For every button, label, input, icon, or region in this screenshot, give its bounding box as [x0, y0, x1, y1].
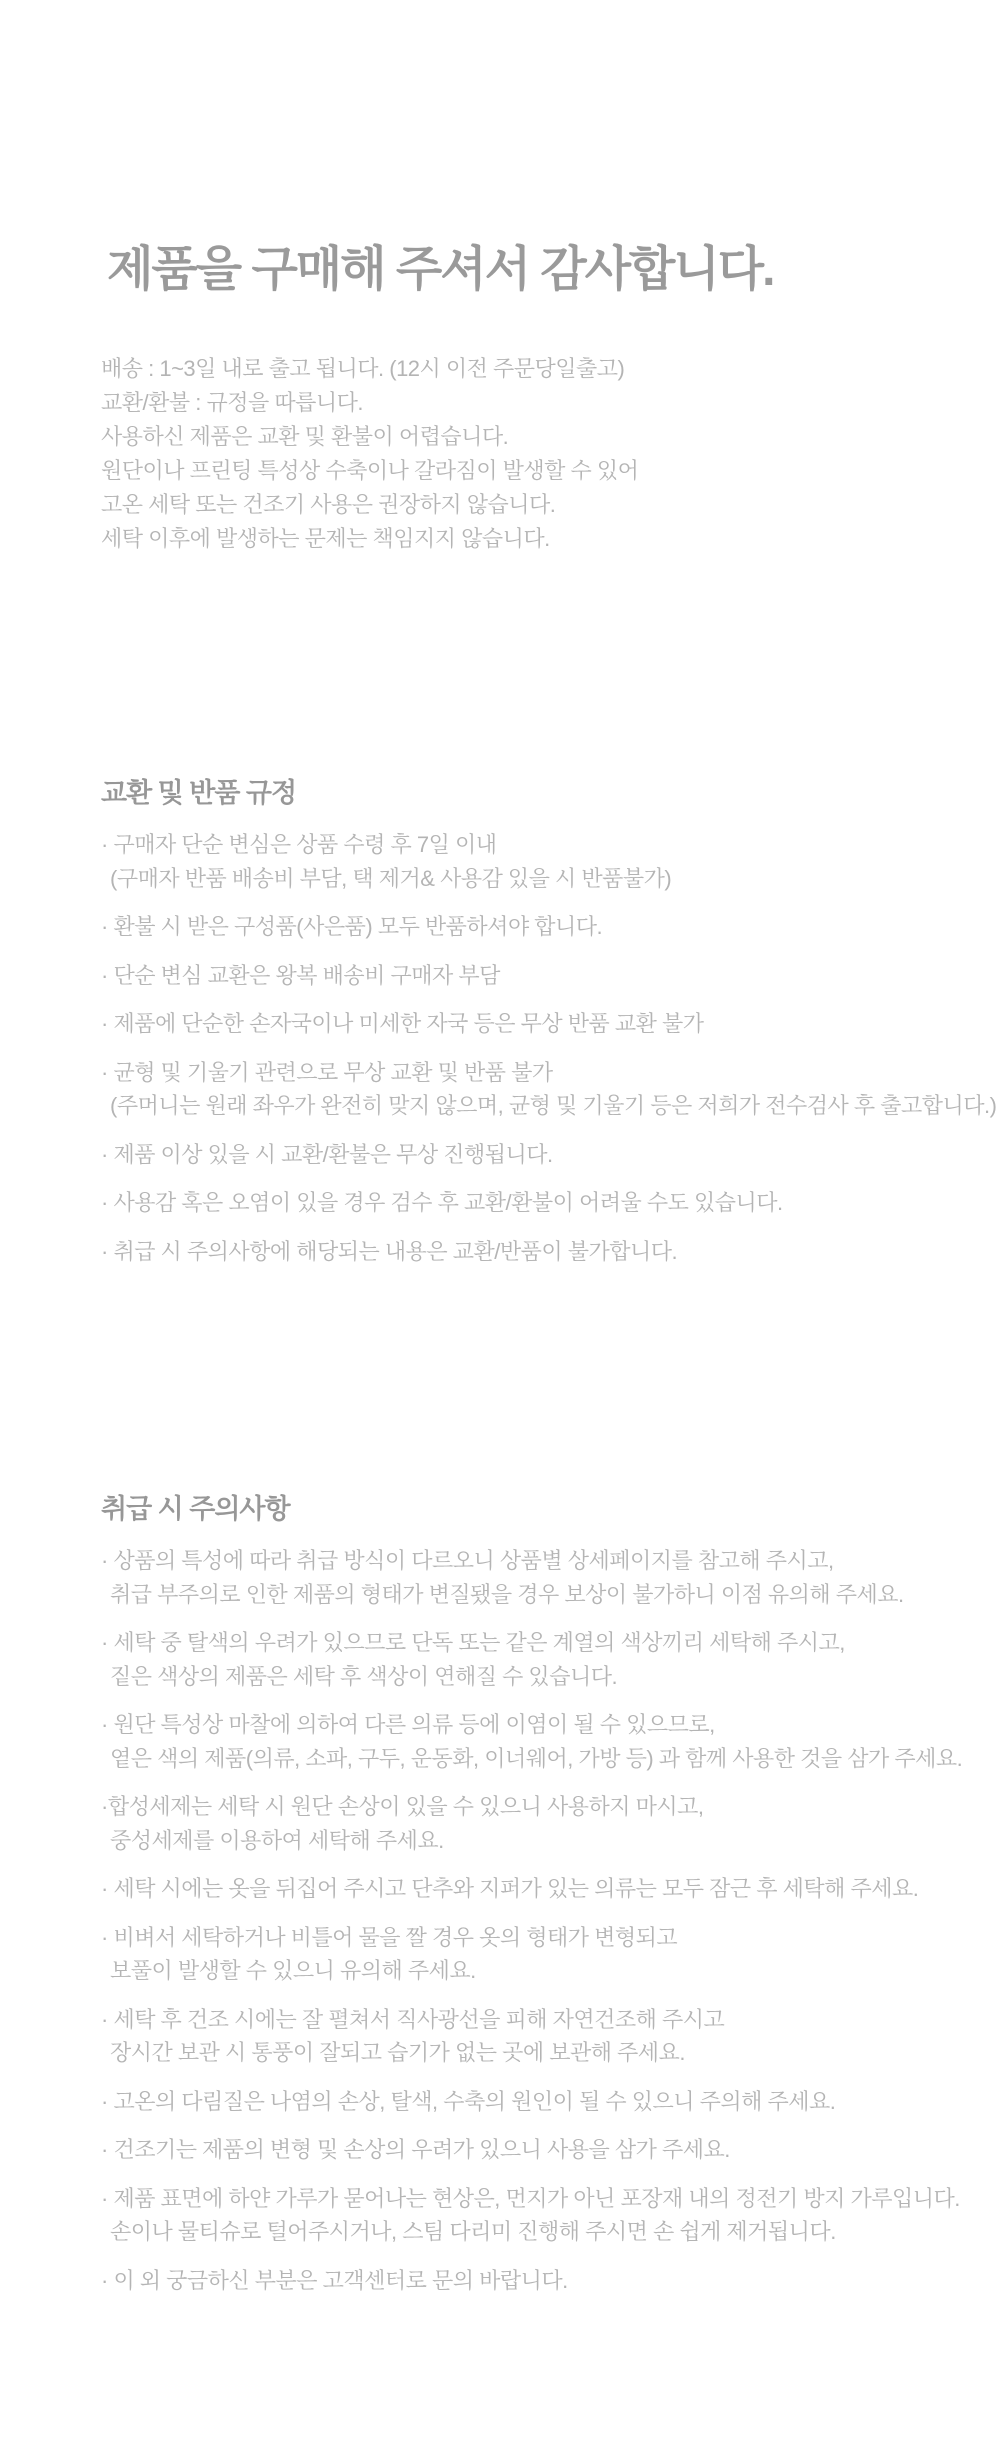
policy-line: (구매자 반품 배송비 부담, 택 제거& 사용감 있을 시 반품불가): [110, 865, 672, 891]
policy-item: [101, 1708, 963, 1775]
policy-line: · 구매자 단순 변심은 상품 수령 후 7일 이내: [101, 832, 497, 857]
intro-line: 배송 : 1~3일 내로 출고 됩니다. (12시 이전 주문당일출고): [101, 356, 625, 381]
policy-item: [101, 828, 960, 895]
policy-item: [101, 1007, 960, 1041]
policy-item: [101, 1790, 960, 1857]
policy-item: [101, 1235, 960, 1269]
policy-line: 짙은 색상의 제품은 세탁 후 색상이 연해질 수 있습니다.: [110, 1663, 618, 1689]
policy-line: 장시간 보관 시 통풍이 잘되고 습기가 없는 곳에 보관해 주세요.: [110, 2040, 685, 2065]
intro-line: 세탁 이후에 발생하는 문제는 책임지지 않습니다.: [101, 526, 550, 551]
policy-item: [101, 2264, 960, 2298]
intro-line: 원단이나 프린팅 특성상 수축이나 갈라짐이 발생할 수 있어: [101, 458, 639, 483]
policy-sections: [101, 778, 997, 2297]
policy-line: · 원단 특성상 마찰에 의하여 다른 의류 등에 이염이 될 수 있으므로,: [101, 1712, 715, 1737]
policy-line: · 이 외 궁금하신 부분은 고객센터로 문의 바랍니다.: [101, 2267, 568, 2293]
policy-line: · 고온의 다림질은 나염의 손상, 탈색, 수축의 원인이 될 수 있으니 주의해 주세요.: [101, 2088, 836, 2114]
policy-line: 보풀이 발생할 수 있으니 유의해 주세요.: [110, 1958, 476, 1983]
policy-item: [101, 910, 960, 944]
policy-item: [101, 1544, 960, 1611]
intro-line: 사용하신 제품은 교환 및 환불이 어렵습니다.: [101, 424, 509, 449]
section-heading: 교환 및 반품 규정: [101, 778, 297, 808]
policy-line: (주머니는 원래 좌우가 완전히 맞지 않으며, 균형 및 기울기 등은 저희가 전수검사 후 출고합니다.): [110, 1093, 997, 1118]
policy-section-2: [101, 1494, 963, 2297]
policy-item: [101, 1921, 960, 1988]
policy-line: · 제품 표면에 하얀 가루가 묻어나는 현상은, 먼지가 아닌 포장재 내의 정전기 방지 가루입니다.: [101, 2185, 960, 2211]
policy-line: · 단순 변심 교환은 왕복 배송비 구매자 부담: [101, 962, 500, 988]
policy-item: [101, 2133, 960, 2167]
intro-line: 교환/환불 : 규정을 따릅니다.: [101, 390, 363, 415]
policy-line: · 세탁 후 건조 시에는 잘 펼쳐서 직사광선을 피해 자연건조해 주시고: [101, 2006, 725, 2032]
policy-line: 손이나 물티슈로 털어주시거나, 스팀 다리미 진행해 주시면 손 쉽게 제거됩니다.: [110, 2219, 836, 2244]
policy-section-1: [101, 778, 997, 1268]
policy-item: [101, 959, 960, 993]
policy-item-list: [101, 828, 997, 1268]
policy-line: · 제품 이상 있을 시 교환/환불은 무상 진행됩니다.: [101, 1141, 553, 1167]
policy-item: [101, 2182, 960, 2249]
policy-line: · 제품에 단순한 손자국이나 미세한 자국 등은 무상 반품 교환 불가: [101, 1011, 704, 1036]
intro-paragraph: [101, 352, 960, 556]
policy-item-list: [101, 1544, 963, 2297]
policy-line: 옅은 색의 제품(의류, 소파, 구두, 운동화, 이너웨어, 가방 등) 과 함께 사용한 것을 삼가 주세요.: [110, 1745, 963, 1771]
policy-line: · 균형 및 기울기 관련으로 무상 교환 및 반품 불가: [101, 1059, 553, 1085]
policy-item: [101, 1626, 960, 1693]
section-heading: 취급 시 주의사항: [101, 1494, 290, 1524]
policy-line: ·합성세제는 세탁 시 원단 손상이 있을 수 있으니 사용하지 마시고,: [101, 1794, 704, 1819]
policy-item: [101, 2003, 960, 2070]
policy-line: · 사용감 혹은 오염이 있을 경우 검수 후 교환/환불이 어려울 수도 있습니다.: [101, 1190, 783, 1215]
policy-line: · 비벼서 세탁하거나 비틀어 물을 짤 경우 옷의 형태가 변형되고: [101, 1924, 678, 1950]
policy-item: [101, 1186, 960, 1220]
policy-line: · 환불 시 받은 구성품(사은품) 모두 반품하셔야 합니다.: [101, 914, 603, 939]
page-title: 제품을 구매해 주셔서 감사합니다.: [107, 243, 774, 296]
policy-line: · 세탁 중 탈색의 우려가 있으므로 단독 또는 같은 계열의 색상끼리 세탁해 주시고,: [101, 1630, 845, 1655]
policy-line: · 세탁 시에는 옷을 뒤집어 주시고 단추와 지퍼가 있는 의류는 모두 잠근 후 세탁해 주세요.: [101, 1876, 919, 1901]
policy-line: · 건조기는 제품의 변형 및 손상의 우려가 있으니 사용을 삼가 주세요.: [101, 2137, 730, 2162]
policy-item: [101, 2085, 960, 2119]
policy-line: 중성세제를 이용하여 세탁해 주세요.: [110, 1827, 444, 1853]
policy-line: · 상품의 특성에 따라 취급 방식이 다르오니 상품별 상세페이지를 참고해 주시고,: [101, 1548, 834, 1573]
policy-line: · 취급 시 주의사항에 해당되는 내용은 교환/반품이 불가합니다.: [101, 1238, 678, 1264]
intro-line: 고온 세탁 또는 건조기 사용은 권장하지 않습니다.: [101, 492, 556, 517]
policy-item: [101, 1056, 997, 1123]
policy-line: 취급 부주의로 인한 제품의 형태가 변질됐을 경우 보상이 불가하니 이점 유의해 주세요.: [110, 1581, 904, 1607]
policy-item: [101, 1138, 960, 1172]
policy-item: [101, 1872, 960, 1906]
